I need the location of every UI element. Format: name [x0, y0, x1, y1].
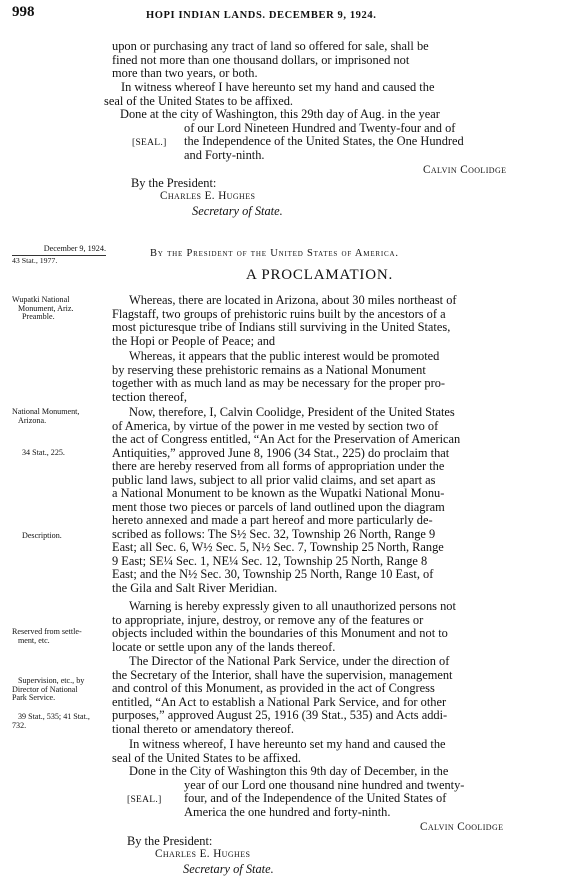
secretary-title-2: Secretary of State.: [183, 862, 274, 876]
proclamation-title: A PROCLAMATION.: [246, 267, 394, 283]
by-president-1: By the President:: [131, 176, 217, 190]
seal-mark-1: [SEAL.]: [132, 138, 167, 148]
seal-mark-2: [SEAL.]: [127, 795, 162, 805]
margin-date: December 9, 1924. 43 Stat., 1977.: [12, 244, 106, 265]
margin-note-description: Description.: [22, 531, 62, 540]
proclamation-heading: By the President of the United States of America.: [150, 248, 399, 259]
paragraph-now-therefore: Now, therefore, I, Calvin Coolidge, President of the United States of America, by virtue of the power in me vested by section two of the act of Congress entitled, “An Act for the Preservation of American Antiquities,” approved June 8, 1906 (34 Stat., 225) do proclaim that there are hereby reserved from all forms of appropriation under the public land laws, subject to all prior valid claims, and set apart as a National Monument to be known as the Wupatki National Monu- ment those two pieces or parcels of land outlined upon the diagram hereto annexed and made a part hereof and more particularly de- scribed as follows: The S½ Sec. 32, Township 26 North, Range 9 East; all Sec. 6, W½ Sec. 5, N½ Sec. 7, Township 25 North, Range 9 East; SE¼ Sec. 1, NE¼ Sec. 12, Township 25 North, Range 8 East; and the N½ Sec. 30, Township 25 North, Range 10 East, of the Gila and Salt River Meridian.: [112, 405, 461, 595]
margin-note-34-stat: 34 Stat., 225.: [22, 448, 65, 457]
prev-witness: In witness whereof I have hereunto set my hand and caused the seal of the United States to be affixed.: [104, 80, 435, 108]
paragraph-witness: In witness whereof, I have hereunto set my hand and caused the seal of the United States to be affixed.: [112, 737, 446, 765]
prev-done: Done at the city of Washington, this 29th day of Aug. in the year of our Lord Nineteen Hundred and Twenty-four and of the Independence of the United States, the One Hundred and Forty-ninth.: [120, 107, 464, 162]
signature-coolidge-2: Calvin Coolidge: [420, 821, 504, 833]
signature-coolidge-1: Calvin Coolidge: [423, 164, 507, 176]
margin-note-supervision: Supervision, etc., by Director of National Park Service.: [12, 676, 85, 703]
margin-note-39-stat: 39 Stat., 535; 41 Stat., 732.: [12, 712, 90, 730]
margin-note-wupatki: Wupatki National Monument, Ariz. Preamble.: [12, 295, 74, 322]
paragraph-warning: Warning is hereby expressly given to all unauthorized persons not to appropriate, injure, destroy, or remove any of the features or objects included within the boundaries of this Monument and not to locate or settle upon any of the lands thereof.: [112, 599, 456, 654]
prev-text: upon or purchasing any tract of land so offered for sale, shall be fined not more than one thousand dollars, or imprisoned not more than two years, or both.: [112, 39, 429, 80]
paragraph-director: The Director of the National Park Service, under the direction of the Secretary of the Interior, shall have the supervision, management and control of this Monument, as provided in the act of Congress entitled, “An Act to establish a National Park Service, and for other purposes,” approved August 25, 1916 (39 Stat., 535) and Acts addi- tional thereto or amendatory thereof.: [112, 654, 453, 736]
paragraph-whereas-2: Whereas, it appears that the public interest would be promoted by reserving these prehistoric remains as a National Monument together with as much land as may be necessary for the proper pro- tection thereof,: [112, 349, 446, 404]
secretary-name-2: Charles E. Hughes: [155, 848, 251, 860]
paragraph-done: Done in the City of Washington this 9th day of December, in the year of our Lord one thousand nine hundred and twenty- four, and of the Independence of the United States of America the one hundred and forty-ninth.: [129, 764, 465, 819]
margin-note-national-monument: National Monument, Arizona.: [12, 407, 80, 425]
secretary-title-1: Secretary of State.: [192, 204, 283, 218]
page-number: 998: [12, 4, 35, 20]
prev-proclamation-tail: [112, 40, 552, 81]
running-title: HOPI INDIAN LANDS. DECEMBER 9, 1924.: [146, 10, 377, 21]
paragraph-whereas-1: Whereas, there are located in Arizona, about 30 miles northeast of Flagstaff, two groups of prehistoric ruins built by the ancestors of a most picturesque tribe of Indians still surviving in the United States, the Hopi or People of Peace; and: [112, 293, 457, 348]
margin-note-reserved: Reserved from settle- ment, etc.: [12, 627, 82, 645]
by-president-2: By the President:: [127, 834, 213, 848]
secretary-name-1: Charles E. Hughes: [160, 190, 256, 202]
